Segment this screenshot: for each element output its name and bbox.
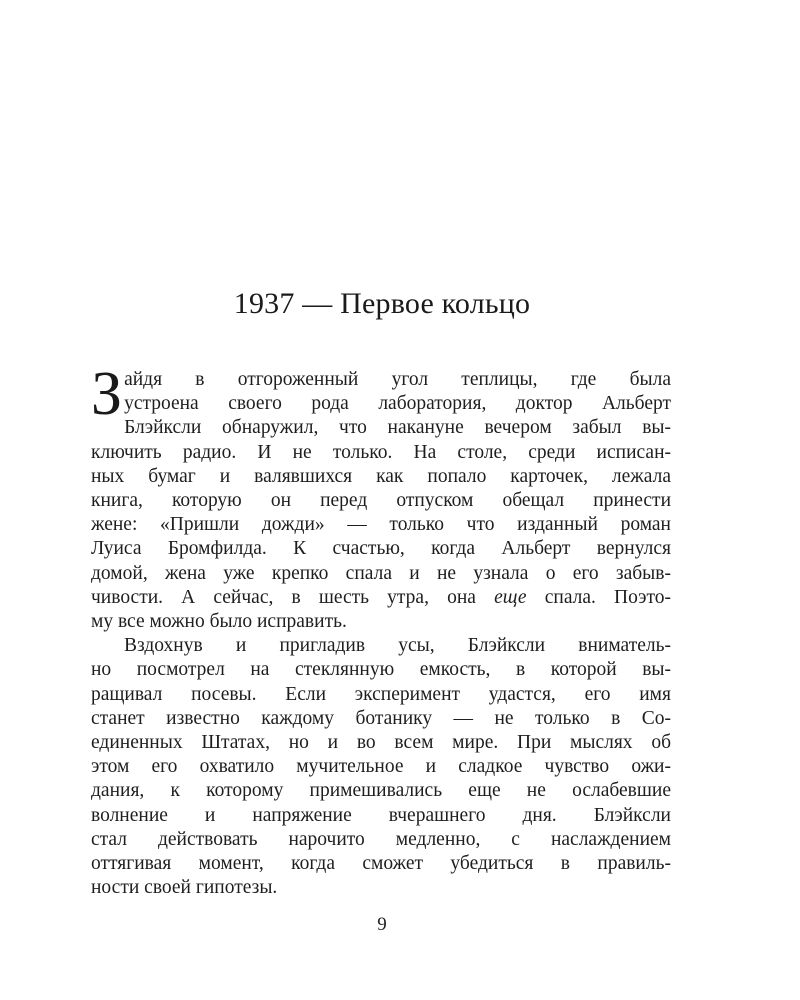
text-line: Вздохнув и пригладив усы, Блэйксли вниматель- [124, 635, 671, 657]
text-line: но посмотрел на стеклянную емкость, в которой вы- [91, 659, 671, 681]
text-line: волнение и напряжение вчерашнего дня. Блэйксли [91, 804, 671, 826]
text-line: оттягивая момент, когда сможет убедиться в правиль- [91, 853, 671, 875]
text-line: единенных Штатах, но и во всем мире. При мыслях об [91, 732, 671, 754]
text-segment: чивости. А сейчас, в шесть утра, она [91, 586, 495, 608]
text-line: этом его охватило мучительное и сладкое чувство ожи- [91, 756, 671, 778]
text-line: домой, жена уже крепко спала и не узнала о его забыв- [91, 562, 671, 584]
drop-cap: З [91, 360, 123, 428]
text-line: ности своей гипотезы. [91, 877, 278, 899]
emphasis-word: еще [494, 586, 527, 608]
paragraph-1 [91, 360, 671, 634]
text-segment: спала. Поэто- [526, 586, 671, 608]
text-line: айдя в отгороженный угол теплицы, где была [124, 369, 671, 390]
chapter-title: 1937 — Первое кольцо [233, 287, 531, 320]
paragraph-2 [91, 634, 671, 900]
text-line: дания, к которому примешивались еще не ослабевшие [91, 780, 671, 802]
text-line: стал действовать нарочито медленно, с наслаждением [91, 828, 671, 850]
text-line: ращивал посевы. Если эксперимент удастся, его имя [91, 683, 671, 705]
text-line: му все можно было исправить. [91, 611, 347, 633]
text-line: книга, которую он перед отпуском обещал принести [91, 490, 671, 512]
page-number: 9 [377, 914, 387, 935]
text-line: Луиса Бромфилда. К счастью, когда Альберт вернулся [91, 538, 671, 560]
text-line: ных бумаг и валявшихся как попало карточек, лежала [91, 465, 671, 487]
text-line: станет известно каждому ботанику — не только в Со- [91, 707, 671, 729]
text-line-with-emphasis [91, 586, 671, 610]
text-line: жене: «Пришли дожди» — только что изданный роман [91, 514, 671, 536]
body-text [91, 360, 671, 900]
text-line: устроена своего рода лаборатория, доктор Альберт [124, 393, 671, 415]
text-line: Блэйксли обнаружил, что накануне вечером забыл вы- [124, 417, 671, 439]
text-line: ключить радио. И не только. На столе, среди исписан- [91, 441, 671, 463]
